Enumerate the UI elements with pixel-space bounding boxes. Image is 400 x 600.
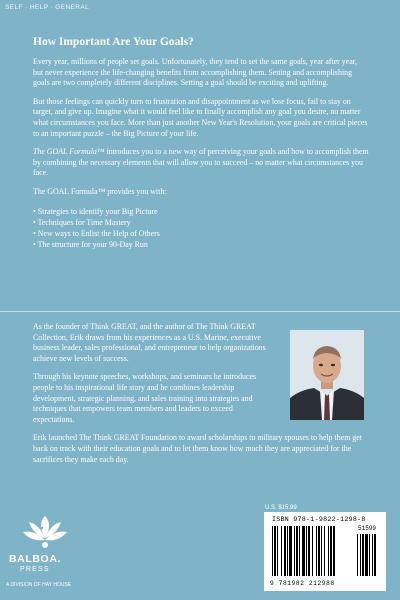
author-paragraph-2: Through his keynote speeches, workshops, and seminars he introduces people to his inspirational life story and he combines leadership development, strategic planning, and sales training into strategies and techniques that empowers team members and leaders to exceed expectations. <box>33 372 257 424</box>
ean-number: 9 781982 212988 <box>270 580 335 587</box>
section-divider <box>0 311 400 312</box>
addon-number: 51599 <box>358 525 377 532</box>
price-label: U.S. $15.99 <box>265 505 297 511</box>
list-item: • Techniques for Time Mastery <box>33 217 369 228</box>
author-paragraph-1: As the founder of Think GREAT, and the author of The Think GREAT Collection, Erik draws from his experiences as a U.S. Marine, executive business leader, sales professional, and entrepreneur to help organizations achieve new levels of success. <box>33 322 266 363</box>
publisher-name: BALBOA. <box>9 553 62 565</box>
paragraph-3-text: introduces you to a new way of perceiving your goals and how to accomplish them by combining the necessary elements that will allow you to succeed – no matter what circumstances you face. <box>33 147 369 178</box>
section-heading: How Important Are Your Goals? <box>33 36 194 48</box>
benefits-list <box>33 206 369 250</box>
publisher-logo <box>5 510 85 590</box>
paragraph-3 <box>33 147 369 179</box>
paragraph-4: The GOAL Formula™ provides you with: <box>33 186 167 196</box>
isbn-number: ISBN 978-1-9822-1298-8 <box>272 516 366 523</box>
paragraph-1: Every year, millions of people set goals. Unfortunately, they tend to set the same goals, year after year, but never experience the life-changing benefits from accomplishing them. Setting and accomplishing goals are two completely different disciplines. Setting a goal should be exciting and uplifting. <box>33 57 358 88</box>
paragraph-2: But those feelings can quickly turn to frustration and disappointment as we lose focus, fail to stay on target, and give up. Imagine what it would feel like to finally accomplish any goal you desire, no matter what circumstances you face. More than just another New Year's Resolution, your goals are critical pieces to an important puzzle – the Big Picture of your life. <box>33 96 368 138</box>
publisher-tagline: A DIVISION OF HAY HOUSE <box>6 582 72 588</box>
description-section <box>33 36 369 250</box>
author-paragraph-3: Erik launched The Think GREAT Foundation to award scholarships to military spouses to help them get back on track with their education goals and to let them know how much they are appreciated for the sacrifices they make each day. <box>33 433 362 464</box>
lotus-icon <box>5 510 85 552</box>
list-item: • Strategies to identify your Big Picture <box>33 206 369 217</box>
category-label: SELF · HELP · GENERAL <box>5 4 90 11</box>
barcode <box>264 512 386 591</box>
book-title: The GOAL Formula™ <box>33 147 105 157</box>
list-item: • New ways to Enlist the Help of Others <box>33 228 369 239</box>
barcode-bars <box>264 524 386 580</box>
list-item: • The structure for your 90-Day Run <box>33 239 369 250</box>
author-photo <box>290 330 364 420</box>
publisher-sub: PRESS <box>20 566 50 573</box>
